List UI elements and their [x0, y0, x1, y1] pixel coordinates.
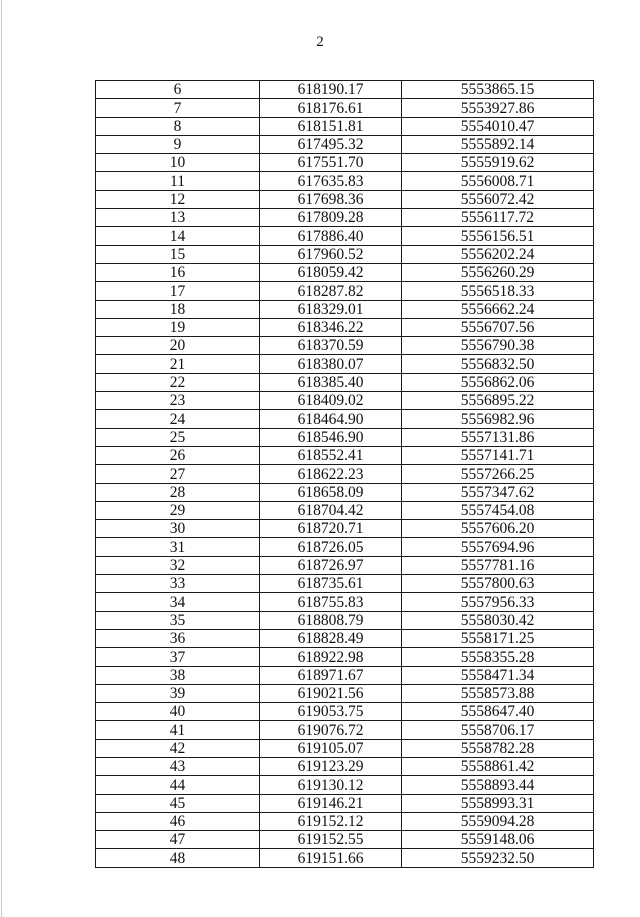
y-coordinate-cell: 5558573.88	[402, 684, 594, 702]
point-number-cell: 22	[96, 373, 260, 391]
x-coordinate-cell: 618658.09	[260, 483, 402, 501]
table-row	[96, 629, 594, 647]
table-row	[96, 209, 594, 227]
point-number-cell: 19	[96, 318, 260, 336]
x-coordinate-cell: 617960.52	[260, 245, 402, 263]
point-number-cell: 10	[96, 154, 260, 172]
table-row	[96, 794, 594, 812]
table-row	[96, 666, 594, 684]
y-coordinate-cell: 5556117.72	[402, 209, 594, 227]
table-row	[96, 520, 594, 538]
x-coordinate-cell: 619076.72	[260, 721, 402, 739]
x-coordinate-cell: 617635.83	[260, 172, 402, 190]
table-row	[96, 81, 594, 99]
x-coordinate-cell: 617698.36	[260, 190, 402, 208]
table-row	[96, 245, 594, 263]
table-row	[96, 648, 594, 666]
x-coordinate-cell: 618409.02	[260, 392, 402, 410]
point-number-cell: 34	[96, 593, 260, 611]
table-row	[96, 99, 594, 117]
table-row	[96, 355, 594, 373]
point-number-cell: 18	[96, 300, 260, 318]
table-row	[96, 300, 594, 318]
x-coordinate-cell: 618922.98	[260, 648, 402, 666]
point-number-cell: 39	[96, 684, 260, 702]
x-coordinate-cell: 618059.42	[260, 263, 402, 281]
table-row	[96, 135, 594, 153]
y-coordinate-cell: 5557800.63	[402, 575, 594, 593]
y-coordinate-cell: 5555919.62	[402, 154, 594, 172]
x-coordinate-cell: 619152.55	[260, 831, 402, 849]
y-coordinate-cell: 5558861.42	[402, 757, 594, 775]
point-number-cell: 42	[96, 739, 260, 757]
table-row	[96, 392, 594, 410]
point-number-cell: 17	[96, 282, 260, 300]
y-coordinate-cell: 5558171.25	[402, 629, 594, 647]
point-number-cell: 29	[96, 501, 260, 519]
point-number-cell: 48	[96, 849, 260, 867]
table-row	[96, 483, 594, 501]
x-coordinate-cell: 618552.41	[260, 446, 402, 464]
point-number-cell: 25	[96, 428, 260, 446]
y-coordinate-cell: 5557956.33	[402, 593, 594, 611]
x-coordinate-cell: 618370.59	[260, 337, 402, 355]
x-coordinate-cell: 618546.90	[260, 428, 402, 446]
y-coordinate-cell: 5558893.44	[402, 776, 594, 794]
y-coordinate-cell: 5556008.71	[402, 172, 594, 190]
x-coordinate-cell: 618720.71	[260, 520, 402, 538]
y-coordinate-cell: 5556895.22	[402, 392, 594, 410]
point-number-cell: 46	[96, 812, 260, 830]
point-number-cell: 13	[96, 209, 260, 227]
y-coordinate-cell: 5558782.28	[402, 739, 594, 757]
table-row	[96, 172, 594, 190]
table-row	[96, 282, 594, 300]
y-coordinate-cell: 5556518.33	[402, 282, 594, 300]
table-row	[96, 611, 594, 629]
y-coordinate-cell: 5553927.86	[402, 99, 594, 117]
table-row	[96, 154, 594, 172]
point-number-cell: 12	[96, 190, 260, 208]
point-number-cell: 47	[96, 831, 260, 849]
y-coordinate-cell: 5557606.20	[402, 520, 594, 538]
y-coordinate-cell: 5556202.24	[402, 245, 594, 263]
table-row	[96, 190, 594, 208]
x-coordinate-cell: 618464.90	[260, 410, 402, 428]
point-number-cell: 28	[96, 483, 260, 501]
x-coordinate-cell: 617809.28	[260, 209, 402, 227]
table-row	[96, 446, 594, 464]
table-row	[96, 501, 594, 519]
y-coordinate-cell: 5555892.14	[402, 135, 594, 153]
table-row	[96, 593, 594, 611]
table-row	[96, 465, 594, 483]
x-coordinate-cell: 619130.12	[260, 776, 402, 794]
table-row	[96, 337, 594, 355]
point-number-cell: 14	[96, 227, 260, 245]
point-number-cell: 23	[96, 392, 260, 410]
x-coordinate-cell: 618622.23	[260, 465, 402, 483]
x-coordinate-cell: 619152.12	[260, 812, 402, 830]
x-coordinate-cell: 618346.22	[260, 318, 402, 336]
x-coordinate-cell: 619021.56	[260, 684, 402, 702]
x-coordinate-cell: 618726.97	[260, 556, 402, 574]
y-coordinate-cell: 5558647.40	[402, 703, 594, 721]
y-coordinate-cell: 5556072.42	[402, 190, 594, 208]
table-row	[96, 831, 594, 849]
point-number-cell: 16	[96, 263, 260, 281]
y-coordinate-cell: 5553865.15	[402, 81, 594, 99]
y-coordinate-cell: 5557347.62	[402, 483, 594, 501]
point-number-cell: 35	[96, 611, 260, 629]
table-row	[96, 538, 594, 556]
x-coordinate-cell: 618704.42	[260, 501, 402, 519]
y-coordinate-cell: 5558355.28	[402, 648, 594, 666]
x-coordinate-cell: 618329.01	[260, 300, 402, 318]
table-row	[96, 849, 594, 867]
point-number-cell: 37	[96, 648, 260, 666]
point-number-cell: 8	[96, 117, 260, 135]
point-number-cell: 45	[96, 794, 260, 812]
table-row	[96, 812, 594, 830]
x-coordinate-cell: 618808.79	[260, 611, 402, 629]
y-coordinate-cell: 5556790.38	[402, 337, 594, 355]
coordinates-table-body	[96, 81, 594, 868]
y-coordinate-cell: 5558030.42	[402, 611, 594, 629]
y-coordinate-cell: 5559232.50	[402, 849, 594, 867]
y-coordinate-cell: 5556832.50	[402, 355, 594, 373]
table-row	[96, 721, 594, 739]
table-row	[96, 575, 594, 593]
y-coordinate-cell: 5556982.96	[402, 410, 594, 428]
x-coordinate-cell: 617551.70	[260, 154, 402, 172]
point-number-cell: 32	[96, 556, 260, 574]
page-edge	[1, 0, 2, 917]
x-coordinate-cell: 619123.29	[260, 757, 402, 775]
point-number-cell: 43	[96, 757, 260, 775]
coordinates-table	[95, 80, 594, 868]
table-row	[96, 428, 594, 446]
x-coordinate-cell: 617495.32	[260, 135, 402, 153]
x-coordinate-cell: 618287.82	[260, 282, 402, 300]
x-coordinate-cell: 619053.75	[260, 703, 402, 721]
y-coordinate-cell: 5558706.17	[402, 721, 594, 739]
x-coordinate-cell: 618385.40	[260, 373, 402, 391]
y-coordinate-cell: 5556260.29	[402, 263, 594, 281]
x-coordinate-cell: 619105.07	[260, 739, 402, 757]
y-coordinate-cell: 5559094.28	[402, 812, 594, 830]
y-coordinate-cell: 5557781.16	[402, 556, 594, 574]
y-coordinate-cell: 5557266.25	[402, 465, 594, 483]
x-coordinate-cell: 619151.66	[260, 849, 402, 867]
point-number-cell: 6	[96, 81, 260, 99]
y-coordinate-cell: 5559148.06	[402, 831, 594, 849]
point-number-cell: 30	[96, 520, 260, 538]
y-coordinate-cell: 5558993.31	[402, 794, 594, 812]
x-coordinate-cell: 618190.17	[260, 81, 402, 99]
x-coordinate-cell: 618176.61	[260, 99, 402, 117]
x-coordinate-cell: 618735.61	[260, 575, 402, 593]
table-row	[96, 703, 594, 721]
table-row	[96, 318, 594, 336]
point-number-cell: 31	[96, 538, 260, 556]
table-row	[96, 410, 594, 428]
table-row	[96, 227, 594, 245]
table-row	[96, 757, 594, 775]
x-coordinate-cell: 617886.40	[260, 227, 402, 245]
y-coordinate-cell: 5558471.34	[402, 666, 594, 684]
x-coordinate-cell: 618151.81	[260, 117, 402, 135]
x-coordinate-cell: 618726.05	[260, 538, 402, 556]
page-number: 2	[316, 34, 324, 50]
table-row	[96, 556, 594, 574]
y-coordinate-cell: 5556156.51	[402, 227, 594, 245]
point-number-cell: 24	[96, 410, 260, 428]
x-coordinate-cell: 618971.67	[260, 666, 402, 684]
point-number-cell: 41	[96, 721, 260, 739]
point-number-cell: 7	[96, 99, 260, 117]
y-coordinate-cell: 5556862.06	[402, 373, 594, 391]
table-row	[96, 684, 594, 702]
point-number-cell: 26	[96, 446, 260, 464]
point-number-cell: 21	[96, 355, 260, 373]
point-number-cell: 15	[96, 245, 260, 263]
x-coordinate-cell: 618828.49	[260, 629, 402, 647]
point-number-cell: 40	[96, 703, 260, 721]
x-coordinate-cell: 618755.83	[260, 593, 402, 611]
table-row	[96, 373, 594, 391]
table-row	[96, 739, 594, 757]
table-row	[96, 117, 594, 135]
y-coordinate-cell: 5556662.24	[402, 300, 594, 318]
x-coordinate-cell: 619146.21	[260, 794, 402, 812]
y-coordinate-cell: 5557141.71	[402, 446, 594, 464]
point-number-cell: 20	[96, 337, 260, 355]
point-number-cell: 36	[96, 629, 260, 647]
y-coordinate-cell: 5557694.96	[402, 538, 594, 556]
y-coordinate-cell: 5556707.56	[402, 318, 594, 336]
y-coordinate-cell: 5557454.08	[402, 501, 594, 519]
table-row	[96, 263, 594, 281]
x-coordinate-cell: 618380.07	[260, 355, 402, 373]
point-number-cell: 27	[96, 465, 260, 483]
point-number-cell: 11	[96, 172, 260, 190]
point-number-cell: 9	[96, 135, 260, 153]
table-row	[96, 776, 594, 794]
point-number-cell: 38	[96, 666, 260, 684]
y-coordinate-cell: 5554010.47	[402, 117, 594, 135]
y-coordinate-cell: 5557131.86	[402, 428, 594, 446]
point-number-cell: 33	[96, 575, 260, 593]
point-number-cell: 44	[96, 776, 260, 794]
